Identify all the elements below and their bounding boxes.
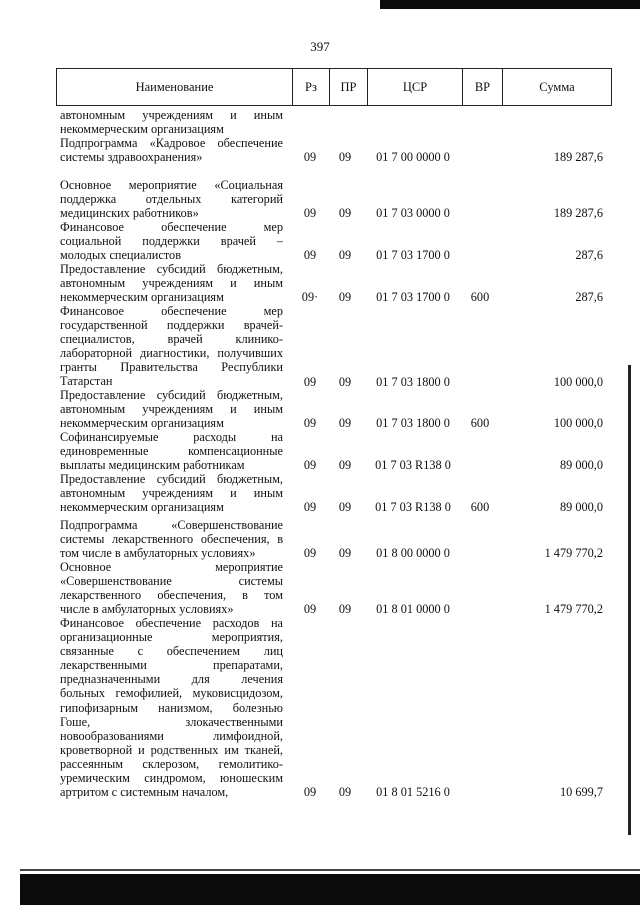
- row-name-line: Финансовое обеспечение расходов на: [60, 616, 283, 630]
- row-sum: 10 699,7: [559, 785, 603, 800]
- scan-edge-top: [380, 0, 640, 9]
- row-vr: 600: [470, 416, 490, 431]
- row-csr: 01 7 03 1700 0: [376, 290, 450, 305]
- row-rz: 09: [303, 546, 317, 561]
- row-rz: 09: [303, 458, 317, 473]
- row-csr: 01 7 03 R138 0: [375, 458, 451, 473]
- row-name-line: автономным учреждениям и иным: [60, 108, 283, 122]
- row-rz: 09·: [301, 290, 319, 305]
- row-name-line: системы здравоохранения»: [60, 150, 203, 165]
- row-sum: 89 000,0: [559, 458, 603, 473]
- row-name-line: организационные мероприятия,: [60, 630, 283, 645]
- row-name-line: Основное мероприятие: [60, 560, 283, 574]
- row-name-line: «Совершенствование системы: [60, 574, 283, 589]
- row-csr: 01 7 03 1800 0: [376, 416, 450, 431]
- row-sum: 1 479 770,2: [544, 546, 603, 561]
- row-name-line: государственной поддержки врачей-: [60, 318, 283, 333]
- row-rz: 09: [303, 374, 317, 389]
- row-rz: 09: [303, 206, 317, 221]
- row-name-line: Предоставление субсидий бюджетным,: [60, 472, 283, 486]
- row-sum: 189 287,6: [553, 206, 603, 221]
- row-name-line: лекарственного обеспечения, в том: [60, 588, 283, 603]
- row-name: [60, 472, 283, 514]
- row-pr: 09: [338, 416, 352, 431]
- row-csr: 01 8 01 5216 0: [376, 785, 450, 800]
- row-name-line: Софинансируемые расходы на: [60, 430, 283, 444]
- row-name-line: Подпрограмма «Совершенствование: [60, 518, 283, 532]
- row-name: [60, 262, 283, 304]
- table-header: [56, 68, 612, 106]
- row-sum: 189 287,6: [553, 150, 603, 165]
- row-sum: 287,6: [575, 248, 603, 263]
- row-name-line: медицинских работников»: [60, 206, 199, 221]
- row-name: [60, 304, 283, 389]
- row-name: [60, 136, 283, 164]
- row-pr: 09: [338, 290, 352, 305]
- row-sum: 89 000,0: [559, 500, 603, 515]
- row-csr: 01 8 00 0000 0: [376, 546, 450, 561]
- header-vr: ВР: [463, 69, 503, 105]
- row-pr: 09: [338, 602, 352, 617]
- scan-edge-right: [628, 365, 631, 835]
- row-name-line: числе в амбулаторных условиях»: [60, 602, 234, 617]
- row-name-line: гранты Правительства Республики: [60, 360, 283, 375]
- row-name-line: связанные с обеспечением лиц: [60, 644, 283, 659]
- row-sum: 1 479 770,2: [544, 602, 603, 617]
- row-pr: 09: [338, 150, 352, 165]
- row-pr: 09: [338, 458, 352, 473]
- row-name-line: артритом с системным началом,: [60, 785, 229, 800]
- row-name: [60, 388, 283, 430]
- row-sum: 100 000,0: [553, 416, 603, 431]
- row-sum: 287,6: [575, 290, 603, 305]
- header-csr: ЦСР: [368, 69, 463, 105]
- row-name-line: Финансовое обеспечение мер: [60, 304, 283, 318]
- row-name-line: Подпрограмма «Кадровое обеспечение: [60, 136, 283, 150]
- row-name: [60, 560, 283, 616]
- row-name-line: системы лекарственного обеспечения, в: [60, 532, 283, 547]
- row-name-line: некоммерческим организациям: [60, 290, 224, 305]
- row-vr: 600: [470, 290, 490, 305]
- row-name-line: кроветворной и родственных им тканей,: [60, 742, 283, 757]
- row-rz: 09: [303, 785, 317, 800]
- row-name-line: гипофизарным нанизмом, болезнью: [60, 700, 283, 715]
- header-name: Наименование: [57, 69, 293, 105]
- row-name-line: больных гемофилией, муковисцидозом,: [60, 686, 283, 701]
- scan-edge-bottom-line: [20, 869, 640, 871]
- row-name-line: рассеянным склерозом, гемолитико-: [60, 756, 283, 771]
- row-name-line: специалистов, врачей клинико-: [60, 332, 283, 347]
- row-name: [60, 178, 283, 220]
- row-name-line: Финансовое обеспечение мер: [60, 220, 283, 234]
- row-name: [60, 108, 283, 136]
- row-rz: 09: [303, 416, 317, 431]
- row-csr: 01 7 00 0000 0: [376, 150, 450, 165]
- row-name: [60, 616, 283, 799]
- row-sum: 100 000,0: [553, 374, 603, 389]
- row-csr: 01 7 03 R138 0: [375, 500, 451, 515]
- row-pr: 09: [338, 206, 352, 221]
- row-rz: 09: [303, 150, 317, 165]
- header-pr: ПР: [330, 69, 368, 105]
- row-name: [60, 220, 283, 262]
- row-rz: 09: [303, 602, 317, 617]
- row-name: [60, 430, 283, 472]
- row-pr: 09: [338, 546, 352, 561]
- row-name-line: Основное мероприятие «Социальная: [60, 178, 283, 192]
- row-name: [60, 518, 283, 560]
- row-name-line: некоммерческим организациям: [60, 122, 224, 137]
- row-name-line: автономным учреждениям и иным: [60, 486, 283, 501]
- row-rz: 09: [303, 248, 317, 263]
- row-name-line: некоммерческим организациям: [60, 416, 224, 431]
- row-pr: 09: [338, 374, 352, 389]
- row-name-line: уремическим синдромом, юношеским: [60, 771, 283, 786]
- header-rz: Рз: [293, 69, 330, 105]
- row-pr: 09: [338, 248, 352, 263]
- row-name-line: предназначенными для лечения: [60, 672, 283, 687]
- row-name-line: Гоше, злокачественными: [60, 714, 283, 729]
- row-vr: 600: [470, 500, 490, 515]
- row-name-line: молодых специалистов: [60, 248, 182, 263]
- row-rz: 09: [303, 500, 317, 515]
- row-name-line: выплаты медицинским работникам: [60, 458, 245, 473]
- row-pr: 09: [338, 785, 352, 800]
- row-name-line: лекарственными препаратами,: [60, 658, 283, 673]
- row-name-line: том числе в амбулаторных условиях»: [60, 546, 256, 561]
- row-name-line: поддержка отдельных категорий: [60, 192, 283, 207]
- row-name-line: лабораторной диагностики, получивших: [60, 346, 283, 361]
- row-name-line: единовременные компенсационные: [60, 444, 283, 459]
- row-name-line: Предоставление субсидий бюджетным,: [60, 262, 283, 276]
- header-sum: Сумма: [539, 79, 575, 94]
- row-csr: 01 7 03 1800 0: [376, 374, 450, 389]
- row-name-line: некоммерческим организациям: [60, 500, 224, 515]
- page-number: 397: [310, 39, 330, 54]
- row-csr: 01 8 01 0000 0: [376, 602, 450, 617]
- row-name-line: новообразованиями лимфоидной,: [60, 728, 283, 743]
- row-name-line: автономным учреждениям и иным: [60, 402, 283, 417]
- scan-edge-bottom: [20, 874, 640, 905]
- row-csr: 01 7 03 0000 0: [376, 206, 450, 221]
- row-name-line: Татарстан: [60, 374, 113, 389]
- row-name-line: автономным учреждениям и иным: [60, 276, 283, 291]
- row-name-line: социальной поддержки врачей –: [60, 234, 283, 249]
- row-csr: 01 7 03 1700 0: [376, 248, 450, 263]
- row-pr: 09: [338, 500, 352, 515]
- row-name-line: Предоставление субсидий бюджетным,: [60, 388, 283, 402]
